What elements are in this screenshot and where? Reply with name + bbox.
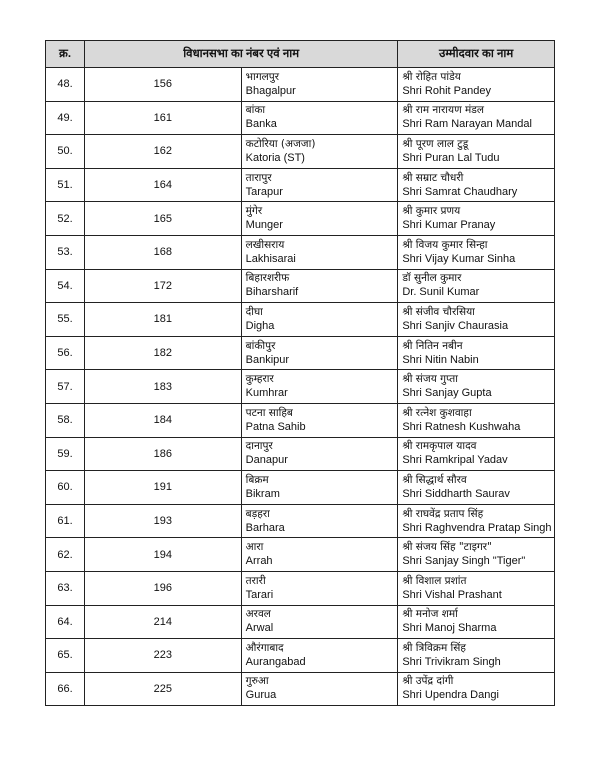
constituency-name-hindi: बांका <box>245 104 266 117</box>
candidate-name-english: Shri Ratnesh Kushwaha <box>402 420 521 433</box>
candidate-name-hindi: डॉ सुनील कुमार <box>402 272 462 285</box>
candidate-name-cell <box>398 235 555 269</box>
candidate-name-hindi: श्री रत्नेश कुशवाहा <box>402 406 472 419</box>
constituency-number-cell: 184 <box>85 403 242 437</box>
serial-number-cell: 65. <box>46 639 85 673</box>
constituency-number-cell: 162 <box>85 135 242 169</box>
constituency-name-cell <box>241 639 398 673</box>
constituency-name-cell <box>241 101 398 135</box>
candidate-name-english: Shri Vishal Prashant <box>402 588 502 601</box>
candidate-name-english: Shri Sanjiv Chaurasia <box>402 319 509 332</box>
candidate-name-cell <box>398 202 555 236</box>
candidate-name-hindi: श्री रामकृपाल यादव <box>402 440 477 453</box>
candidate-name-cell <box>398 437 555 471</box>
constituency-name-hindi: कटोरिया (अजजा) <box>245 137 316 150</box>
header-constituency: विधानसभा का नंबर एवं नाम <box>85 41 398 68</box>
constituency-name-hindi: आरा <box>245 541 264 554</box>
constituency-name-english: Bikram <box>245 487 280 500</box>
candidate-name-english: Shri Upendra Dangi <box>402 689 499 702</box>
constituency-name-cell <box>241 370 398 404</box>
constituency-name-cell <box>241 538 398 572</box>
candidate-name-cell <box>398 336 555 370</box>
candidate-name-hindi: श्री नितिन नबीन <box>402 339 463 352</box>
candidate-name-english: Shri Vijay Kumar Sinha <box>402 252 516 265</box>
constituency-name-english: Katoria (ST) <box>245 151 305 164</box>
candidate-name-hindi: श्री पूरण लाल टुडू <box>402 137 469 150</box>
constituency-name-cell <box>241 571 398 605</box>
constituency-name-hindi: पटना साहिब <box>245 406 293 419</box>
candidate-name-cell <box>398 538 555 572</box>
candidate-name-cell <box>398 370 555 404</box>
constituency-number-cell: 183 <box>85 370 242 404</box>
serial-number-cell: 62. <box>46 538 85 572</box>
table-row <box>46 202 555 236</box>
constituency-name-hindi: दीघा <box>245 305 263 318</box>
constituency-number-cell: 172 <box>85 269 242 303</box>
serial-number-cell: 53. <box>46 235 85 269</box>
constituency-name-hindi: बांकीपुर <box>245 339 276 352</box>
constituency-name-english: Lakhisarai <box>245 252 296 265</box>
candidate-name-cell <box>398 303 555 337</box>
constituency-name-cell <box>241 504 398 538</box>
constituency-name-hindi: बड़हरा <box>245 507 270 520</box>
candidate-name-hindi: श्री सम्राट चौधरी <box>402 171 464 184</box>
candidate-name-cell <box>398 135 555 169</box>
constituency-name-english: Bankipur <box>245 353 290 366</box>
constituency-name-english: Banka <box>245 118 277 131</box>
candidate-name-cell <box>398 605 555 639</box>
table-row <box>46 168 555 202</box>
serial-number-cell: 56. <box>46 336 85 370</box>
constituency-name-cell <box>241 605 398 639</box>
serial-number-cell: 61. <box>46 504 85 538</box>
constituency-name-english: Aurangabad <box>245 655 306 668</box>
table-row <box>46 437 555 471</box>
table-row <box>46 538 555 572</box>
constituency-name-english: Munger <box>245 219 283 232</box>
candidate-name-english: Shri Samrat Chaudhary <box>402 185 518 198</box>
serial-number-cell: 64. <box>46 605 85 639</box>
table-row <box>46 370 555 404</box>
table-row <box>46 403 555 437</box>
serial-number-cell: 49. <box>46 101 85 135</box>
constituency-name-english: Biharsharif <box>245 286 299 299</box>
constituency-name-hindi: दानापुर <box>245 440 273 453</box>
constituency-name-cell <box>241 168 398 202</box>
serial-number-cell: 51. <box>46 168 85 202</box>
candidate-name-hindi: श्री संजय गुप्ता <box>402 373 458 386</box>
candidate-name-hindi: श्री रोहित पांडेय <box>402 70 461 83</box>
constituency-name-cell <box>241 471 398 505</box>
constituency-name-english: Danapur <box>245 454 288 467</box>
table-row <box>46 336 555 370</box>
candidate-name-cell <box>398 101 555 135</box>
serial-number-cell: 63. <box>46 571 85 605</box>
candidate-name-english: Shri Kumar Pranay <box>402 219 496 232</box>
constituency-name-english: Tarari <box>245 588 274 601</box>
constituency-number-cell: 164 <box>85 168 242 202</box>
candidate-name-cell <box>398 504 555 538</box>
candidate-name-hindi: श्री कुमार प्रणय <box>402 205 461 218</box>
candidate-name-english: Shri Raghvendra Pratap Singh <box>402 521 552 534</box>
candidate-name-hindi: श्री विजय कुमार सिन्हा <box>402 238 488 251</box>
constituency-name-english: Digha <box>245 319 275 332</box>
constituency-name-cell <box>241 403 398 437</box>
constituency-name-cell <box>241 202 398 236</box>
constituency-name-hindi: बिहारशरीफ <box>245 272 290 285</box>
constituency-name-cell <box>241 336 398 370</box>
constituency-number-cell: 223 <box>85 639 242 673</box>
constituency-name-hindi: कुम्हरार <box>245 373 274 386</box>
candidate-name-english: Shri Rohit Pandey <box>402 84 491 97</box>
table-row <box>46 269 555 303</box>
constituency-name-hindi: गुरुआ <box>245 675 269 688</box>
constituency-number-cell: 161 <box>85 101 242 135</box>
constituency-name-hindi: बिक्रम <box>245 473 269 486</box>
candidate-name-cell <box>398 672 555 706</box>
table-row <box>46 672 555 706</box>
constituency-name-english: Arrah <box>245 555 273 568</box>
constituency-number-cell: 191 <box>85 471 242 505</box>
candidate-name-english: Shri Sanjay Gupta <box>402 387 492 400</box>
table-row <box>46 639 555 673</box>
constituency-name-cell <box>241 235 398 269</box>
constituency-number-cell: 196 <box>85 571 242 605</box>
serial-number-cell: 48. <box>46 68 85 102</box>
candidate-name-cell <box>398 571 555 605</box>
constituency-number-cell: 182 <box>85 336 242 370</box>
constituency-name-cell <box>241 135 398 169</box>
candidate-table <box>45 40 555 706</box>
constituency-number-cell: 156 <box>85 68 242 102</box>
candidate-name-hindi: श्री राघवेंद्र प्रताप सिंह <box>402 507 484 520</box>
candidate-name-english: Shri Ram Narayan Mandal <box>402 118 532 131</box>
table-row <box>46 605 555 639</box>
table-row <box>46 101 555 135</box>
candidate-name-hindi: श्री संजय सिंह "टाइगर" <box>402 541 492 554</box>
constituency-name-english: Arwal <box>245 622 274 635</box>
constituency-name-hindi: तरारी <box>245 574 266 587</box>
constituency-name-english: Tarapur <box>245 185 283 198</box>
header-serial-number: क्र. <box>46 41 85 68</box>
constituency-name-cell <box>241 437 398 471</box>
header-candidate: उम्मीदवार का नाम <box>398 41 555 68</box>
table-row <box>46 504 555 538</box>
serial-number-cell: 60. <box>46 471 85 505</box>
candidate-name-cell <box>398 68 555 102</box>
candidate-name-english: Shri Sanjay Singh "Tiger" <box>402 555 526 568</box>
table-row <box>46 68 555 102</box>
table-row <box>46 235 555 269</box>
constituency-number-cell: 214 <box>85 605 242 639</box>
table-row <box>46 471 555 505</box>
constituency-name-cell <box>241 68 398 102</box>
table-row <box>46 135 555 169</box>
table-row <box>46 303 555 337</box>
constituency-name-english: Barhara <box>245 521 285 534</box>
serial-number-cell: 66. <box>46 672 85 706</box>
table-body <box>46 68 555 706</box>
constituency-name-hindi: लखीसराय <box>245 238 285 251</box>
constituency-name-hindi: तारापुर <box>245 171 272 184</box>
candidate-name-english: Shri Nitin Nabin <box>402 353 479 366</box>
serial-number-cell: 59. <box>46 437 85 471</box>
candidate-name-hindi: श्री विशाल प्रशांत <box>402 574 467 587</box>
constituency-number-cell: 225 <box>85 672 242 706</box>
constituency-name-cell <box>241 303 398 337</box>
constituency-number-cell: 193 <box>85 504 242 538</box>
candidate-name-cell <box>398 403 555 437</box>
serial-number-cell: 57. <box>46 370 85 404</box>
candidate-name-hindi: श्री मनोज शर्मा <box>402 608 458 621</box>
constituency-number-cell: 181 <box>85 303 242 337</box>
constituency-number-cell: 165 <box>85 202 242 236</box>
candidate-name-cell <box>398 471 555 505</box>
candidate-name-english: Shri Siddharth Saurav <box>402 487 510 500</box>
candidate-name-cell <box>398 168 555 202</box>
table-row <box>46 571 555 605</box>
serial-number-cell: 55. <box>46 303 85 337</box>
constituency-name-english: Gurua <box>245 689 277 702</box>
serial-number-cell: 52. <box>46 202 85 236</box>
constituency-name-cell <box>241 672 398 706</box>
serial-number-cell: 58. <box>46 403 85 437</box>
serial-number-cell: 54. <box>46 269 85 303</box>
candidate-name-hindi: श्री उपेंद्र दांगी <box>402 675 454 688</box>
constituency-name-hindi: भागलपुर <box>245 70 280 83</box>
candidate-name-hindi: श्री त्रिविक्रम सिंह <box>402 641 466 654</box>
serial-number-cell: 50. <box>46 135 85 169</box>
constituency-name-english: Patna Sahib <box>245 420 306 433</box>
candidate-name-cell <box>398 639 555 673</box>
candidate-name-cell <box>398 269 555 303</box>
constituency-number-cell: 186 <box>85 437 242 471</box>
candidate-name-english: Shri Trivikram Singh <box>402 655 501 668</box>
constituency-number-cell: 168 <box>85 235 242 269</box>
candidate-name-english: Shri Puran Lal Tudu <box>402 151 500 164</box>
constituency-name-hindi: औरंगाबाद <box>245 641 284 654</box>
constituency-name-hindi: अरवल <box>245 608 271 621</box>
candidate-name-english: Shri Manoj Sharma <box>402 622 497 635</box>
candidate-name-hindi: श्री संजीव चौरसिया <box>402 305 475 318</box>
candidate-name-hindi: श्री सिद्धार्थ सौरव <box>402 473 467 486</box>
constituency-name-english: Bhagalpur <box>245 84 296 97</box>
candidate-name-hindi: श्री राम नारायण मंडल <box>402 104 485 117</box>
constituency-name-hindi: मुंगेर <box>245 205 263 218</box>
constituency-name-cell <box>241 269 398 303</box>
constituency-number-cell: 194 <box>85 538 242 572</box>
constituency-name-english: Kumhrar <box>245 387 288 400</box>
table-header-row <box>46 41 555 68</box>
candidate-name-english: Dr. Sunil Kumar <box>402 286 480 299</box>
candidate-name-english: Shri Ramkripal Yadav <box>402 454 508 467</box>
